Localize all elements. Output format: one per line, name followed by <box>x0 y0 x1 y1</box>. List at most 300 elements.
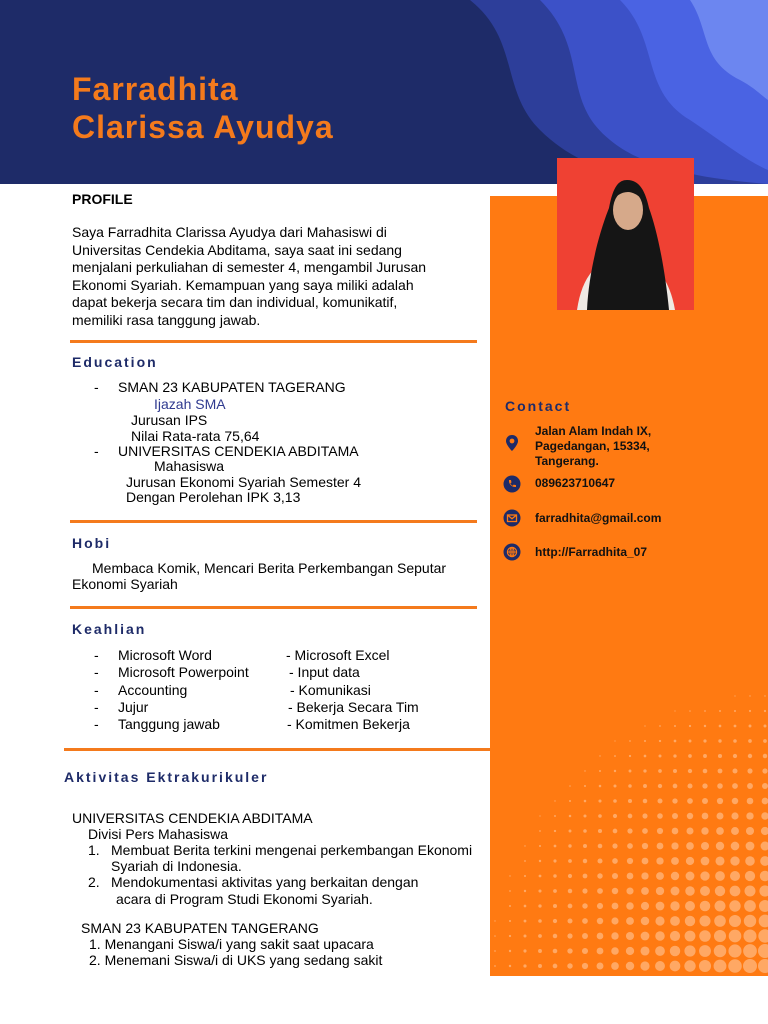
halftone-dot <box>538 934 542 938</box>
halftone-dot <box>758 944 768 958</box>
hobby-text-line-2: Ekonomi Syariah <box>72 576 178 592</box>
activity-item: acara di Program Studi Ekonomi Syariah. <box>116 891 373 907</box>
education-status: Mahasiswa <box>154 458 225 474</box>
halftone-dot <box>761 842 768 851</box>
activity-item: Mendokumentasi aktivitas yang berkaitan dengan <box>111 874 419 890</box>
halftone-dot <box>583 844 587 848</box>
halftone-dot <box>749 695 750 696</box>
halftone-dot <box>642 813 647 818</box>
halftone-dot <box>494 935 496 937</box>
halftone-dot <box>747 783 753 789</box>
halftone-dot <box>538 904 541 907</box>
profile-line: dapat bekerja secara tim dan individual, komunikatif, <box>72 294 398 310</box>
halftone-dot <box>744 915 756 927</box>
halftone-dot <box>748 739 752 743</box>
halftone-dot <box>685 931 696 942</box>
name-line-2: Clarissa Ayudya <box>72 109 334 145</box>
halftone-dot <box>671 842 678 849</box>
halftone-dot <box>686 827 693 834</box>
halftone-dot <box>670 946 680 956</box>
activity-division: Divisi Pers Mahasiswa <box>88 826 229 842</box>
halftone-dot <box>672 798 677 803</box>
halftone-dot <box>716 827 724 835</box>
halftone-dot <box>626 947 634 955</box>
halftone-dot <box>627 828 632 833</box>
email-address: farradhita@gmail.com <box>535 511 662 525</box>
halftone-dot <box>494 965 496 967</box>
halftone-dot <box>524 875 526 877</box>
halftone-dot <box>642 843 648 849</box>
halftone-dot <box>626 962 634 970</box>
halftone-dot <box>743 929 756 942</box>
halftone-dot <box>524 935 527 938</box>
halftone-dot <box>553 964 558 969</box>
halftone-dot <box>599 770 601 772</box>
halftone-dot <box>612 843 617 848</box>
halftone-dot <box>568 874 572 878</box>
halftone-dot <box>686 842 694 850</box>
skill-item: - Microsoft Excel <box>286 647 390 663</box>
halftone-dot <box>672 813 678 819</box>
skills-heading: Keahlian <box>72 621 147 637</box>
halftone-dot <box>569 815 572 818</box>
activity-number: 2. <box>88 874 100 890</box>
profile-photo <box>557 158 694 310</box>
halftone-dot <box>582 918 588 924</box>
halftone-dot <box>539 815 540 816</box>
halftone-dot <box>658 784 662 788</box>
halftone-dot <box>719 710 721 712</box>
halftone-dot <box>524 860 526 862</box>
halftone-dot <box>734 695 735 696</box>
halftone-dot <box>670 916 680 926</box>
halftone-dot <box>583 814 586 817</box>
halftone-dot <box>599 785 602 788</box>
halftone-dot <box>758 959 768 973</box>
activities-heading: Aktivitas Ektrakurikuler <box>64 769 269 785</box>
halftone-dot <box>643 784 647 788</box>
halftone-dot <box>764 710 766 712</box>
halftone-dot <box>568 904 573 909</box>
halftone-dot <box>688 769 692 773</box>
halftone-dot <box>715 871 725 881</box>
skill-item: - Input data <box>289 664 360 680</box>
halftone-dot <box>686 872 695 881</box>
halftone-dot <box>569 800 571 802</box>
halftone-dot <box>641 932 650 941</box>
halftone-dot <box>523 949 526 952</box>
halftone-dot <box>701 842 709 850</box>
halftone-dot <box>703 754 707 758</box>
halftone-dot <box>673 784 678 789</box>
halftone-dot <box>538 889 541 892</box>
name-line-1: Farradhita <box>72 71 239 107</box>
skill-item: - Bekerja Secara Tim <box>288 699 419 715</box>
halftone-dot <box>743 959 757 973</box>
halftone-dot <box>702 813 709 820</box>
halftone-dot <box>689 710 691 712</box>
contact-sidebar <box>490 196 768 976</box>
halftone-dot <box>567 933 572 938</box>
halftone-dot <box>567 948 572 953</box>
halftone-dot <box>628 799 632 803</box>
address-line: Tangerang. <box>535 454 599 468</box>
halftone-dot <box>703 769 708 774</box>
halftone-dot <box>640 961 649 970</box>
halftone-dot <box>523 964 526 967</box>
halftone-dot <box>701 827 708 834</box>
halftone-dot <box>657 843 664 850</box>
halftone-dot <box>524 890 526 892</box>
halftone-dot <box>509 935 511 937</box>
halftone-dot <box>671 857 679 865</box>
contact-heading: Contact <box>505 398 572 414</box>
halftone-dot <box>656 857 663 864</box>
halftone-dot <box>746 812 753 819</box>
profile-heading: PROFILE <box>72 191 133 207</box>
halftone-dot <box>761 827 768 835</box>
halftone-dot <box>717 798 723 804</box>
halftone-dot <box>554 830 556 832</box>
hobby-heading: Hobi <box>72 535 112 551</box>
halftone-dot <box>613 799 617 803</box>
halftone-dot <box>730 871 740 881</box>
education-heading: Education <box>72 354 158 370</box>
halftone-dot <box>744 900 756 912</box>
halftone-dot <box>611 932 618 939</box>
halftone-dot <box>717 813 724 820</box>
halftone-dot <box>734 710 736 712</box>
halftone-dot <box>597 873 602 878</box>
halftone-dot <box>567 963 572 968</box>
halftone-dot <box>764 695 765 696</box>
halftone-dot <box>718 754 722 758</box>
halftone-dot <box>655 916 664 925</box>
halftone-dot <box>641 902 649 910</box>
halftone-dot <box>583 859 587 863</box>
halftone-dot <box>749 725 752 728</box>
halftone-dot <box>689 740 692 743</box>
halftone-dot <box>700 901 711 912</box>
halftone-dot <box>747 768 752 773</box>
halftone-dot <box>701 857 710 866</box>
halftone-dot <box>583 874 588 879</box>
halftone-dot <box>524 920 527 923</box>
halftone-dot <box>656 887 664 895</box>
halftone-dot <box>584 785 586 787</box>
halftone-dot <box>718 739 721 742</box>
halftone-dot <box>702 783 707 788</box>
section-divider <box>70 520 477 523</box>
section-divider <box>70 606 477 609</box>
halftone-dot <box>748 754 752 758</box>
halftone-dot <box>657 813 663 819</box>
halftone-dot <box>714 915 726 927</box>
halftone-dot <box>538 949 542 953</box>
halftone-dot <box>553 949 558 954</box>
halftone-dot <box>643 799 648 804</box>
halftone-dot <box>524 845 525 846</box>
profile-line: Universitas Cendekia Abditama, saya saat ini sedang <box>72 241 402 258</box>
halftone-dot <box>670 961 681 972</box>
halftone-dot <box>612 858 618 864</box>
halftone-dot <box>684 960 695 971</box>
education-dash: - <box>94 379 99 395</box>
halftone-dot <box>611 947 619 955</box>
halftone-dot <box>553 934 557 938</box>
halftone-dot <box>759 885 768 896</box>
skill-dash: - <box>94 699 99 715</box>
halftone-dot <box>730 886 741 897</box>
hobby-text-line-1: Membaca Komik, Mencari Berita Perkembangan Seputar <box>92 560 447 576</box>
header-banner <box>0 0 768 184</box>
halftone-dot <box>699 945 711 957</box>
education-major: Jurusan Ekonomi Syariah Semester 4 <box>126 474 361 490</box>
education-school-2: UNIVERSITAS CENDEKIA ABDITAMA <box>118 443 359 459</box>
halftone-dot <box>718 769 723 774</box>
halftone-dot <box>597 918 603 924</box>
halftone-dot <box>732 783 738 789</box>
location-icon <box>503 434 521 452</box>
halftone-dot <box>731 827 739 835</box>
halftone-dot <box>689 725 691 727</box>
profile-line: menjalani perkuliahan di semester 4, mengambil Jurusan <box>72 259 427 275</box>
halftone-dot <box>745 856 755 866</box>
halftone-dot <box>539 830 541 832</box>
halftone-dot <box>702 798 708 804</box>
halftone-dot <box>729 930 742 943</box>
halftone-dot <box>627 873 634 880</box>
halftone-dot <box>763 739 767 743</box>
halftone-dot <box>699 915 710 926</box>
halftone-dot <box>714 960 727 973</box>
halftone-dot <box>597 858 602 863</box>
halftone-dot <box>699 930 711 942</box>
halftone-dots-decoration <box>490 196 768 976</box>
halftone-dot <box>670 901 679 910</box>
halftone-dot <box>627 843 633 849</box>
halftone-dot <box>584 770 585 771</box>
halftone-dot <box>509 920 511 922</box>
halftone-dot <box>628 814 633 819</box>
halftone-dot <box>612 873 618 879</box>
halftone-dot <box>598 844 603 849</box>
halftone-dot <box>728 944 741 957</box>
halftone-dot <box>640 946 649 955</box>
halftone-dot <box>598 799 601 802</box>
halftone-dot <box>749 710 751 712</box>
halftone-dot <box>687 813 693 819</box>
halftone-dot <box>728 959 742 973</box>
halftone-dot <box>744 885 755 896</box>
halftone-dot <box>612 903 619 910</box>
halftone-dot <box>659 725 661 727</box>
skill-dash: - <box>94 647 99 663</box>
email-icon <box>503 509 521 527</box>
halftone-dot <box>760 871 768 881</box>
halftone-dot <box>699 960 711 972</box>
halftone-dot <box>658 769 662 773</box>
education-dash: - <box>94 443 99 459</box>
web-icon <box>503 543 521 561</box>
section-divider <box>70 340 477 343</box>
halftone-dot <box>626 887 633 894</box>
halftone-dot <box>626 902 634 910</box>
activity-item: Membuat Berita terkini mengenai perkembangan Ekonomi <box>111 842 473 858</box>
education-grade: Nilai Rata-rata 75,64 <box>131 428 260 444</box>
halftone-dot <box>642 858 649 865</box>
halftone-dot <box>509 875 510 876</box>
halftone-dot <box>494 950 496 952</box>
halftone-dot <box>553 919 557 923</box>
halftone-dot <box>509 965 511 967</box>
activity-item: 2. Menemani Siswa/i di UKS yang sedang sakit <box>89 952 383 968</box>
halftone-dot <box>762 798 768 805</box>
halftone-dot <box>700 871 709 880</box>
halftone-dot <box>641 872 648 879</box>
halftone-dot <box>627 858 633 864</box>
halftone-dot <box>687 783 692 788</box>
halftone-dot <box>597 933 604 940</box>
halftone-dot <box>719 725 722 728</box>
halftone-dot <box>674 710 675 711</box>
halftone-dot <box>538 964 542 968</box>
halftone-dot <box>613 814 617 818</box>
halftone-dot <box>715 856 724 865</box>
halftone-dot <box>612 888 618 894</box>
halftone-dot <box>743 944 757 958</box>
halftone-dot <box>763 754 767 758</box>
halftone-dot <box>597 963 604 970</box>
halftone-dot <box>597 903 603 909</box>
halftone-dot <box>715 886 725 896</box>
halftone-dot <box>746 842 755 851</box>
halftone-dot <box>509 890 511 892</box>
halftone-dot <box>554 815 556 817</box>
halftone-dot <box>553 904 557 908</box>
halftone-dot <box>703 739 706 742</box>
halftone-dot <box>685 886 694 895</box>
halftone-dot <box>629 740 631 742</box>
halftone-dot <box>599 755 600 756</box>
profile-line: Saya Farradhita Clarissa Ayudya dari Mahasiswi di <box>72 224 387 240</box>
halftone-dot <box>598 814 602 818</box>
halftone-dot <box>747 798 754 805</box>
halftone-dot <box>759 900 768 912</box>
halftone-dot <box>673 754 676 757</box>
halftone-dot <box>731 812 738 819</box>
halftone-dot <box>704 710 706 712</box>
halftone-dot <box>761 812 768 819</box>
halftone-dot <box>685 901 695 911</box>
halftone-dot <box>641 887 649 895</box>
halftone-dot <box>658 754 661 757</box>
halftone-dot <box>714 930 726 942</box>
halftone-dot <box>641 917 650 926</box>
halftone-dot <box>597 888 603 894</box>
halftone-dot <box>746 827 754 835</box>
activity-org-1: UNIVERSITAS CENDEKIA ABDITAMA <box>72 810 313 826</box>
halftone-dot <box>494 920 495 921</box>
activity-number: 1. <box>88 842 100 858</box>
halftone-dot <box>714 945 727 958</box>
candidate-name <box>72 70 334 146</box>
halftone-dot <box>672 828 679 835</box>
halftone-dot <box>569 830 572 833</box>
halftone-dot <box>568 919 573 924</box>
halftone-dot <box>568 844 571 847</box>
halftone-dot <box>629 755 631 757</box>
halftone-dot <box>582 888 587 893</box>
halftone-dot <box>597 948 604 955</box>
halftone-dot <box>643 769 646 772</box>
skill-dash: - <box>94 664 99 680</box>
activity-item: 1. Menangani Siswa/i yang sakit saat upacara <box>89 936 374 952</box>
halftone-dot <box>611 962 619 970</box>
halftone-dot <box>731 842 740 851</box>
halftone-dot <box>614 740 615 741</box>
halftone-dot <box>684 945 695 956</box>
halftone-dot <box>729 915 741 927</box>
profile-line: memiliki rasa tanggung jawab. <box>72 311 261 328</box>
halftone-dot <box>685 916 695 926</box>
skill-item: Microsoft Word <box>118 647 212 663</box>
halftone-dot <box>655 961 665 971</box>
halftone-dot <box>717 783 723 789</box>
halftone-dot <box>614 770 616 772</box>
skill-dash: - <box>94 682 99 698</box>
halftone-dot <box>553 874 556 877</box>
halftone-dot <box>688 754 692 758</box>
website-url: http://Farradhita_07 <box>535 545 648 559</box>
halftone-dot <box>733 754 737 758</box>
halftone-dot <box>729 900 740 911</box>
halftone-dot <box>554 800 555 801</box>
halftone-dot <box>553 859 556 862</box>
halftone-dot <box>569 785 571 787</box>
activity-item: Syariah di Indonesia. <box>111 858 242 874</box>
halftone-dot <box>554 845 557 848</box>
halftone-dot <box>539 875 542 878</box>
halftone-dot <box>629 770 632 773</box>
profile-summary <box>72 224 472 329</box>
profile-line: Ekonomi Syariah. Kemampuan yang saya miliki adalah <box>72 276 414 293</box>
halftone-dot <box>509 950 511 952</box>
phone-icon <box>503 475 521 493</box>
skill-item: Accounting <box>118 682 188 698</box>
halftone-dot <box>509 905 511 907</box>
halftone-dot <box>568 889 572 893</box>
halftone-dot <box>644 755 647 758</box>
skill-item: Microsoft Powerpoint <box>118 664 249 680</box>
halftone-dot <box>670 931 680 941</box>
halftone-dot <box>686 857 694 865</box>
skill-item: Jujur <box>118 699 149 715</box>
halftone-dot <box>716 842 724 850</box>
education-major: Jurusan IPS <box>131 412 208 428</box>
halftone-dot <box>568 859 572 863</box>
skill-item: Tanggung jawab <box>118 716 220 732</box>
halftone-dot <box>733 739 737 743</box>
halftone-dot <box>611 917 618 924</box>
halftone-dot <box>760 856 768 866</box>
phone-number: 089623710647 <box>535 476 616 490</box>
halftone-dot <box>538 919 542 923</box>
halftone-dot <box>700 886 710 896</box>
halftone-dot <box>671 872 679 880</box>
halftone-dot <box>626 917 634 925</box>
skill-item: - Komitmen Bekerja <box>287 716 410 732</box>
